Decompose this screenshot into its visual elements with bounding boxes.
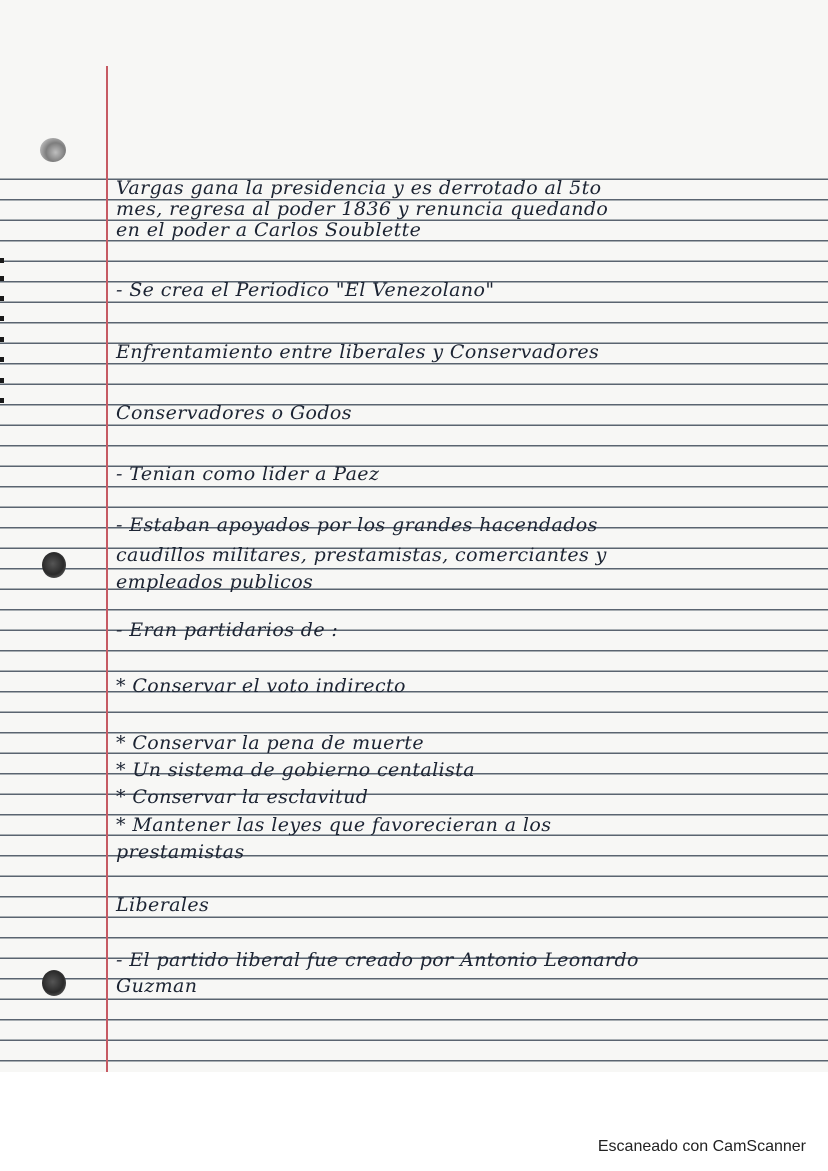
handwritten-line: * Un sistema de gobierno centalista <box>116 759 475 781</box>
edge-mark <box>0 296 4 301</box>
edge-mark <box>0 276 4 281</box>
handwritten-line: caudillos militares, prestamistas, comerciantes y <box>116 544 607 566</box>
handwritten-line: Liberales <box>116 894 210 916</box>
edge-mark <box>0 258 4 263</box>
binder-hole-icon <box>40 138 66 162</box>
edge-mark <box>0 398 4 403</box>
handwritten-line: - Tenian como lider a Paez <box>116 463 380 485</box>
edge-mark <box>0 337 4 342</box>
handwritten-line: empleados publicos <box>116 571 314 593</box>
handwritten-line: prestamistas <box>116 841 245 863</box>
edge-mark <box>0 316 4 321</box>
handwritten-line: - Se crea el Periodico "El Venezolano" <box>116 279 495 301</box>
handwritten-line: Guzman <box>116 975 198 997</box>
handwritten-line: - Estaban apoyados por los grandes hacendados <box>116 514 598 536</box>
camscanner-watermark: Escaneado con CamScanner <box>597 1138 806 1155</box>
handwritten-line: * Conservar la esclavitud <box>116 786 369 808</box>
edge-mark <box>0 357 4 362</box>
handwritten-line: - El partido liberal fue creado por Antonio Leonardo <box>116 949 639 971</box>
handwritten-line: * Conservar la pena de muerte <box>116 732 424 754</box>
handwritten-line: en el poder a Carlos Soublette <box>116 219 422 241</box>
handwritten-line: * Mantener las leyes que favorecieran a los <box>116 814 552 836</box>
handwritten-line: - Eran partidarios de : <box>116 619 339 641</box>
binder-hole-icon <box>42 970 66 996</box>
edge-mark <box>0 378 4 383</box>
handwritten-line: * Conservar el voto indirecto <box>116 675 406 697</box>
page-header-blank <box>0 0 828 176</box>
handwritten-line: Conservadores o Godos <box>116 402 352 424</box>
margin-line <box>106 66 108 1072</box>
binder-hole-icon <box>42 552 66 578</box>
handwritten-line: mes, regresa al poder 1836 y renuncia quedando <box>116 198 609 220</box>
handwritten-line: Enfrentamiento entre liberales y Conservadores <box>116 341 600 363</box>
handwritten-line: Vargas gana la presidencia y es derrotado al 5to <box>116 177 602 199</box>
